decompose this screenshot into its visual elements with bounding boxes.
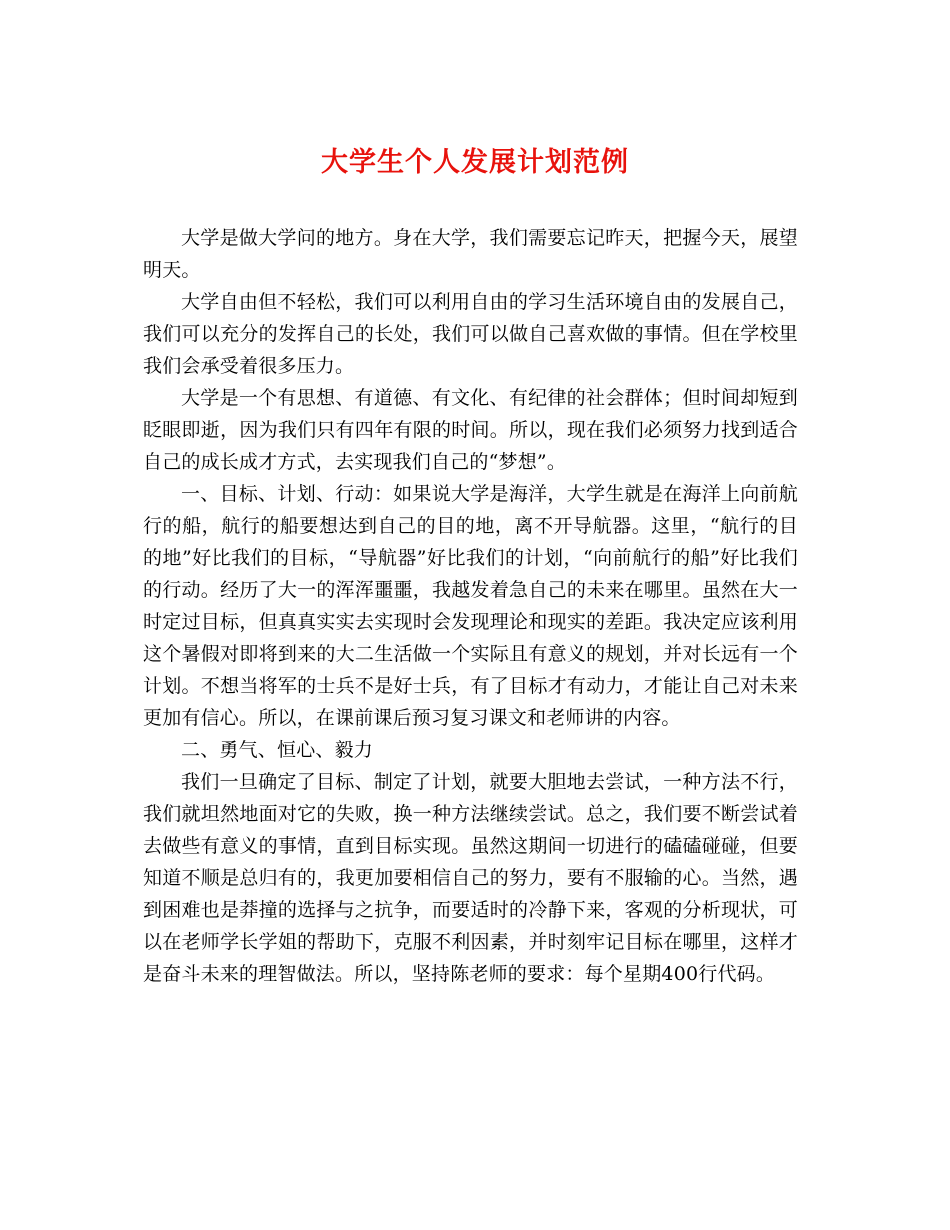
section-heading: 二、勇气、恒心、毅力 xyxy=(181,739,374,761)
paragraph: 大学是做大学问的地方。身在大学，我们需要忘记昨天，把握今天，展望明天。 xyxy=(143,227,798,281)
document-title: 大学生个人发展计划范例 xyxy=(321,147,629,178)
document-body xyxy=(143,222,798,990)
paragraph: 一、目标、计划、行动：如果说大学是海洋，大学生就是在海洋上向前航行的船，航行的船要想达到自己的目的地，离不开导航器。这里，“航行的目的地”好比我们的目标，“导航器”好比我们的计划，“向前航行的船”好比我们的行动。经历了大一的浑浑噩噩，我越发着急自己的未来在哪里。虽然在大一时定过目标，但真真实实去实现时会发现理论和现实的差距。我决定应该利用这个暑假对即将到来的大二生活做一个实际且有意义的规划，并对长远有一个计划。不想当将军的士兵不是好士兵，有了目标才有动力，才能让自己对未来更加有信心。所以，在课前课后预习复习课文和老师讲的内容。 xyxy=(143,483,798,729)
paragraph: 大学是一个有思想、有道德、有文化、有纪律的社会群体；但时间却短到眨眼即逝，因为我们只有四年有限的时间。所以，现在我们必须努力找到适合自己的成长成才方式，去实现我们自己的“梦想”。 xyxy=(143,387,798,473)
paragraph: 大学自由但不轻松，我们可以利用自由的学习生活环境自由的发展自己，我们可以充分的发挥自己的长处，我们可以做自己喜欢做的事情。但在学校里我们会承受着很多压力。 xyxy=(143,291,798,377)
paragraph: 我们一旦确定了目标、制定了计划，就要大胆地去尝试，一种方法不行，我们就坦然地面对它的失败，换一种方法继续尝试。总之，我们要不断尝试着去做些有意义的事情，直到目标实现。虽然这期间一切进行的磕磕碰碰，但要知道不顺是总归有的，我更加要相信自己的努力，要有不服输的心。当然，遇到困难也是莽撞的选择与之抗争，而要适时的冷静下来，客观的分析现状，可以在老师学长学姐的帮助下，克服不利因素，并时刻牢记目标在哪里，这样才是奋斗未来的理智做法。所以，坚持陈老师的要求：每个星期400行代码。 xyxy=(143,771,798,985)
